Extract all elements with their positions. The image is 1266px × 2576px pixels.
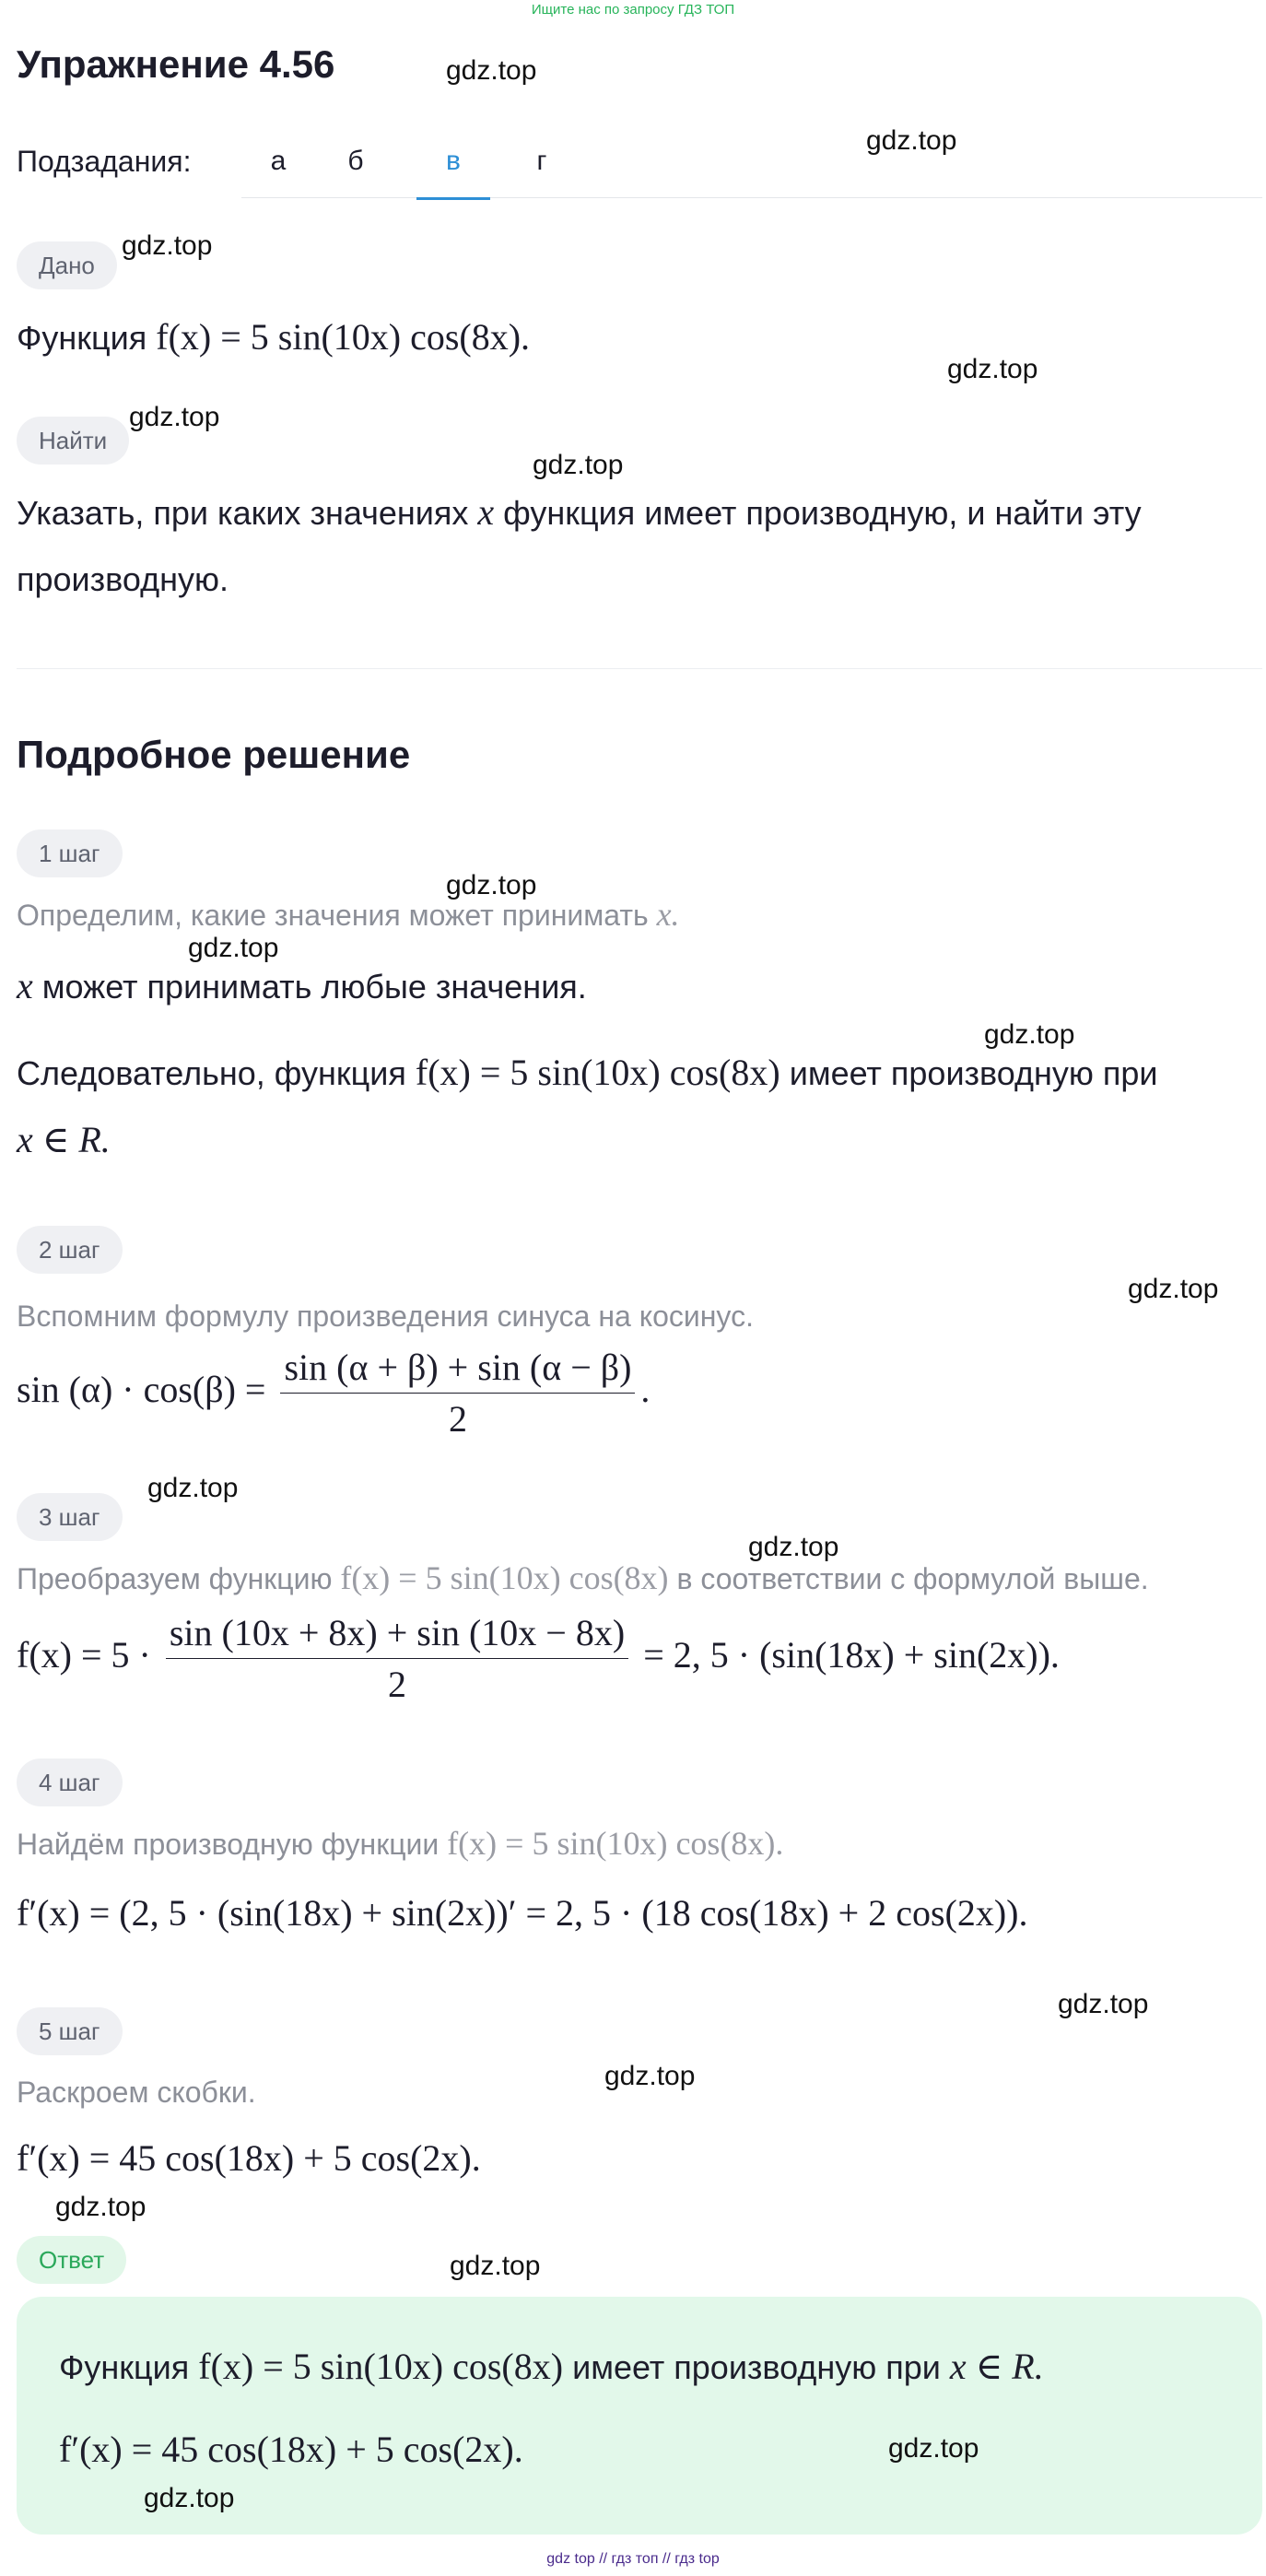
step3-denominator: 2 xyxy=(388,1664,407,1705)
step1-line3: x ∈ R. xyxy=(17,1119,111,1160)
watermark: gdz.top xyxy=(147,1473,239,1503)
step2-note: Вспомним формулу произведения синуса на косинус. xyxy=(17,1300,754,1333)
answer-line1-formula: f(x) = 5 sin(10x) cos(8x) xyxy=(198,2346,564,2387)
step1-line2-b: имеет производную при xyxy=(789,1054,1158,1092)
step3-note-formula: f(x) = 5 sin(10x) cos(8x) xyxy=(340,1559,669,1596)
tab-g[interactable]: г xyxy=(536,146,547,176)
tab-v[interactable]: в xyxy=(416,146,490,200)
find-line2: производную. xyxy=(17,560,229,598)
step1-line2-a: Следовательно, функция xyxy=(17,1054,406,1092)
answer-line2 xyxy=(59,2417,523,2484)
subtasks-tabs xyxy=(241,111,1262,198)
step2-numerator: sin (α + β) + sin (α − β) xyxy=(280,1346,635,1394)
answer-line1-c: x ∈ R. xyxy=(949,2346,1044,2387)
step1-note xyxy=(17,887,680,943)
step1-line1 xyxy=(17,959,587,1015)
find-line1-b: функция имеет производную, и найти эту xyxy=(503,494,1142,532)
step1-pill: 1 шаг xyxy=(17,829,123,877)
step4-pill: 4 шаг xyxy=(17,1759,123,1806)
watermark: gdz.top xyxy=(450,2251,541,2281)
answer-line1-b: имеет производную при xyxy=(572,2348,941,2386)
step4-note-a: Найдём производную функции xyxy=(17,1828,440,1861)
tab-b[interactable]: б xyxy=(347,146,364,176)
watermark: gdz.top xyxy=(446,55,537,86)
watermark: gdz.top xyxy=(748,1532,839,1562)
footer: gdz top // гдз топ // гдз top xyxy=(546,2551,720,2567)
watermark: gdz.top xyxy=(533,450,624,480)
step5-pill: 5 шаг xyxy=(17,2007,123,2055)
find-text xyxy=(17,479,1142,613)
watermark: gdz.top xyxy=(188,933,279,963)
watermark: gdz.top xyxy=(1128,1274,1219,1304)
step3-formula xyxy=(17,1611,1060,1706)
watermark: gdz.top xyxy=(888,2433,979,2464)
given-formula: f(x) = 5 sin(10x) cos(8x). xyxy=(156,316,531,358)
find-line1-a: Указать, при каких значениях xyxy=(17,494,469,532)
watermark: gdz.top xyxy=(947,354,1038,384)
step5-formula xyxy=(17,2125,481,2193)
answer-line2-formula: f′(x) = 45 cos(18x) + 5 cos(2x). xyxy=(59,2429,523,2470)
given-pill: Дано xyxy=(17,241,117,289)
step4-note-formula: f(x) = 5 sin(10x) cos(8x). xyxy=(447,1825,784,1862)
step1-note-text: Определим, какие значения может принимать xyxy=(17,899,649,932)
find-x: x xyxy=(477,491,495,533)
step2-fraction xyxy=(280,1346,635,1441)
step3-note-a: Преобразуем функцию xyxy=(17,1562,333,1595)
given-prefix: Функция xyxy=(17,319,147,357)
step4-formula xyxy=(17,1880,1028,1947)
step1-note-x: x. xyxy=(656,896,680,933)
section-divider xyxy=(17,668,1262,669)
step2-tail: . xyxy=(640,1369,651,1411)
answer-line1 xyxy=(59,2334,1044,2401)
page-title: Упражнение 4.56 xyxy=(17,42,335,86)
watermark: gdz.top xyxy=(55,2192,147,2222)
watermark: gdz.top xyxy=(144,2483,235,2513)
step2-pill: 2 шаг xyxy=(17,1226,123,1274)
step1-line2 xyxy=(17,1040,1158,1174)
step5-note: Раскроем скобки. xyxy=(17,2076,256,2109)
step2-lhs: sin (α) · cos(β) = xyxy=(17,1369,266,1411)
watermark: gdz.top xyxy=(129,402,220,432)
step1-line2-formula: f(x) = 5 sin(10x) cos(8x) xyxy=(415,1052,780,1093)
answer-line1-a: Функция xyxy=(59,2348,190,2386)
watermark: gdz.top xyxy=(604,2061,696,2091)
watermark: gdz.top xyxy=(984,1019,1075,1050)
step5-formula-text: f′(x) = 45 cos(18x) + 5 cos(2x). xyxy=(17,2137,481,2179)
step3-numerator: sin (10x + 8x) + sin (10x − 8x) xyxy=(166,1611,628,1659)
step3-fraction xyxy=(166,1611,628,1706)
step4-formula-text: f′(x) = (2, 5 · (sin(18x) + sin(2x))′ = 2, 5 · (18 cos(18x) + 2 cos(2x)). xyxy=(17,1892,1028,1934)
watermark: gdz.top xyxy=(122,230,213,261)
subtasks-label: Подзадания: xyxy=(17,145,192,178)
tab-a[interactable]: а xyxy=(270,146,287,176)
top-banner: Ищите нас по запросу ГДЗ ТОП xyxy=(531,2,735,18)
step1-x: x xyxy=(17,965,33,1006)
watermark: gdz.top xyxy=(446,870,537,900)
step3-lhs: f(x) = 5 · xyxy=(17,1634,151,1676)
step4-note xyxy=(17,1816,783,1872)
given-text xyxy=(17,304,530,371)
step2-denominator: 2 xyxy=(448,1398,467,1440)
find-pill: Найти xyxy=(17,417,129,465)
watermark: gdz.top xyxy=(866,125,957,156)
step3-note xyxy=(17,1550,1149,1606)
step3-pill: 3 шаг xyxy=(17,1493,123,1541)
watermark: gdz.top xyxy=(1058,1989,1149,2019)
step2-formula xyxy=(17,1346,650,1441)
solution-title: Подробное решение xyxy=(17,733,411,776)
step3-rhs: = 2, 5 · (sin(18x) + sin(2x)). xyxy=(643,1634,1060,1676)
answer-pill: Ответ xyxy=(17,2236,126,2284)
step1-line1-text: может принимать любые значения. xyxy=(41,968,587,1006)
step3-note-b: в соответствии с формулой выше. xyxy=(676,1562,1149,1595)
